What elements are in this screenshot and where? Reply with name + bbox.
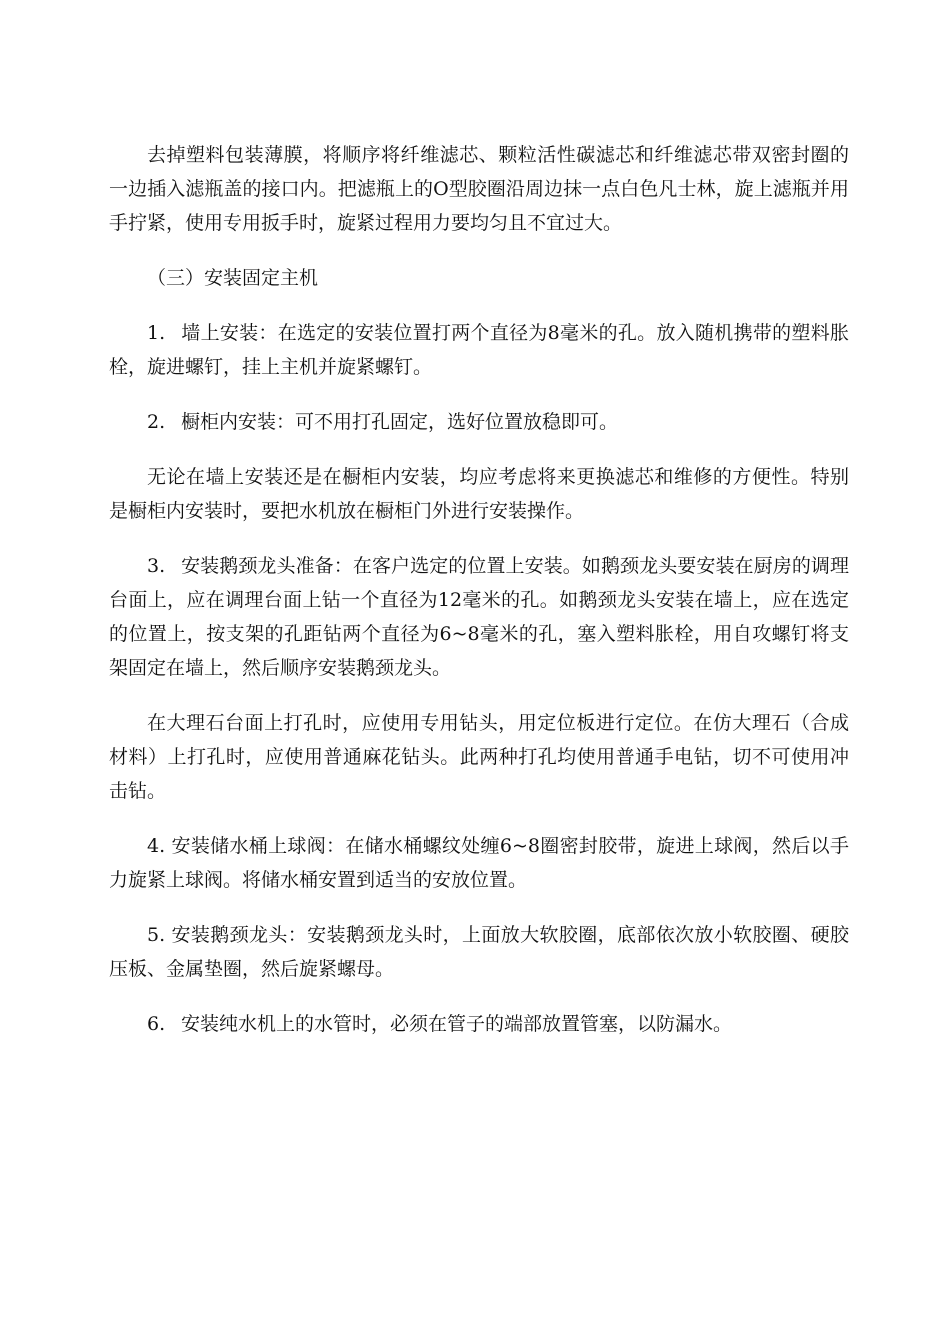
section-heading: （三）安装固定主机: [147, 267, 319, 289]
list-item-5: [109, 918, 849, 986]
list-item-1: [109, 316, 849, 384]
list-item-text: 墙上安装：在选定的安装位置打两个直径为8毫米的孔。放入随机携带的塑料胀栓，旋进螺钉，挂上主机并旋紧螺钉。: [109, 322, 849, 378]
document-body: [109, 138, 849, 1062]
list-item-number: 5.: [147, 924, 166, 946]
paragraph-install-note: 无论在墙上安装还是在橱柜内安装，均应考虑将来更换滤芯和维修的方便性。特别是橱柜内安装时，要把水机放在橱柜门外进行安装操作。: [109, 466, 849, 522]
paragraph-marble-drilling: 在大理石台面上打孔时，应使用专用钻头，用定位板进行定位。在仿大理石（合成材料）上打孔时，应使用普通麻花钻头。此两种打孔均使用普通手电钻，切不可使用冲击钻。: [109, 712, 849, 802]
list-item-number: 6.: [147, 1013, 166, 1035]
list-item-text: 橱柜内安装：可不用打孔固定，选好位置放稳即可。: [181, 411, 619, 433]
paragraph-filter-install: 去掉塑料包装薄膜，将顺序将纤维滤芯、颗粒活性碳滤芯和纤维滤芯带双密封圈的一边插入滤瓶盖的接口内。把滤瓶上的O型胶圈沿周边抹一点白色凡士林，旋上滤瓶并用手拧紧，使用专用扳手时，旋紧过程用力要均匀且不宜过大。: [109, 144, 849, 234]
list-item-number: 3.: [147, 555, 166, 577]
list-item-2: [109, 405, 849, 439]
list-item-6: [109, 1007, 849, 1041]
list-item-text: 安装鹅颈龙头：安装鹅颈龙头时，上面放大软胶圈，底部依次放小软胶圈、硬胶压板、金属垫圈，然后旋紧螺母。: [109, 924, 849, 980]
list-item-text: 安装纯水机上的水管时，必须在管子的端部放置管塞，以防漏水。: [181, 1013, 733, 1035]
list-item-4: [109, 829, 849, 897]
list-item-3: [109, 549, 849, 685]
list-item-text: 安装鹅颈龙头准备：在客户选定的位置上安装。如鹅颈龙头要安装在厨房的调理台面上，应在调理台面上钻一个直径为12毫米的孔。如鹅颈龙头安装在墙上，应在选定的位置上，按支架的孔距钻两个直径为6~8毫米的孔，塞入塑料胀栓，用自攻螺钉将支架固定在墙上，然后顺序安装鹅颈龙头。: [109, 555, 849, 679]
list-item-number: 1.: [147, 322, 166, 344]
list-item-number: 4.: [147, 835, 166, 857]
list-item-number: 2.: [147, 411, 166, 433]
list-item-text: 安装储水桶上球阀：在储水桶螺纹处缠6~8圈密封胶带，旋进上球阀，然后以手力旋紧上球阀。将储水桶安置到适当的安放位置。: [109, 835, 849, 891]
